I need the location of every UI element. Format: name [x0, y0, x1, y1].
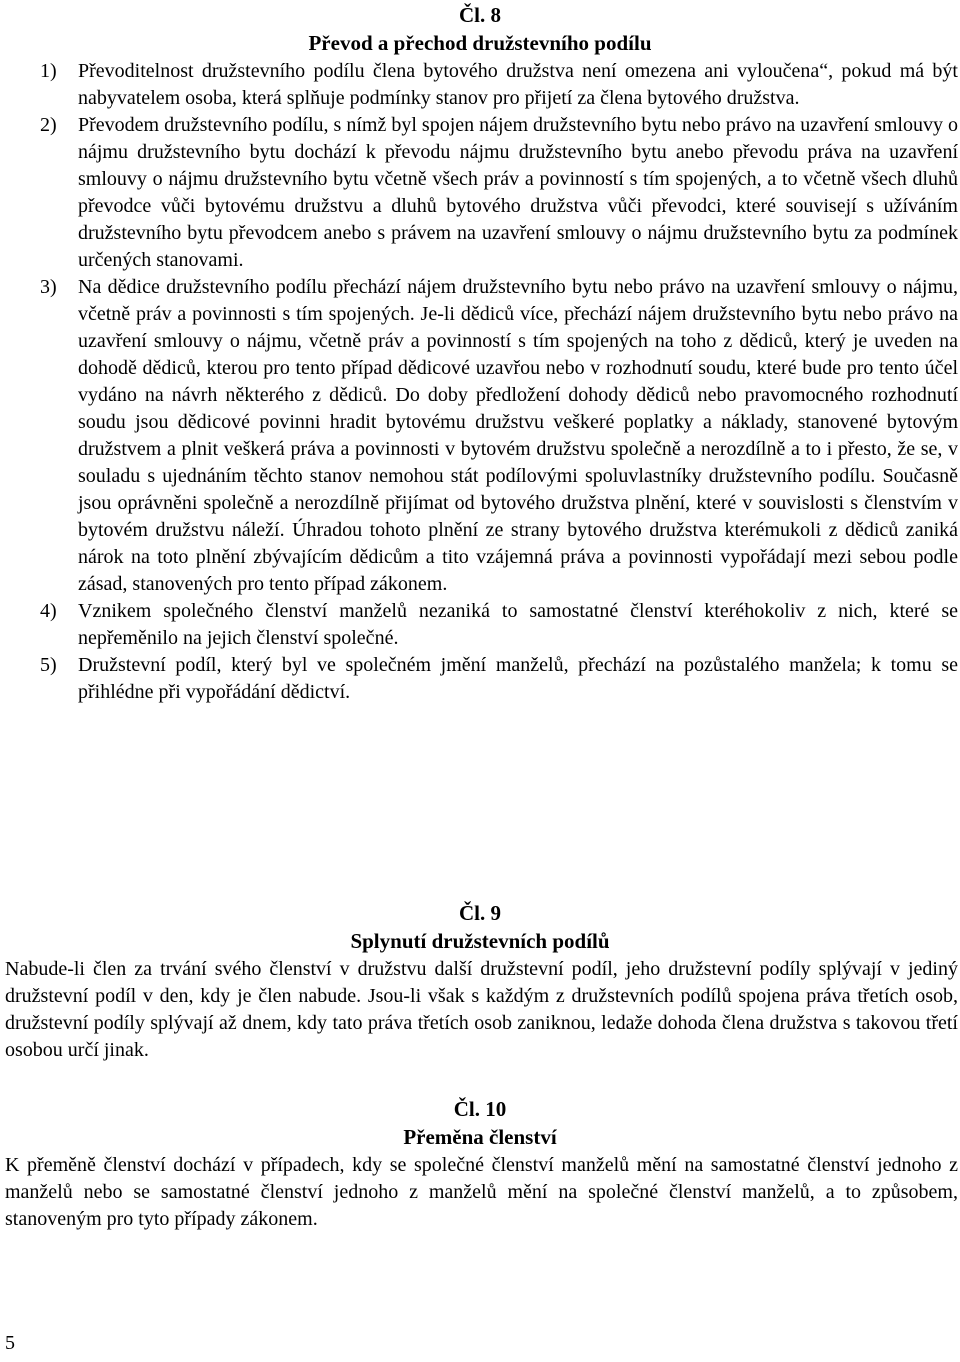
page-number: 5 — [5, 1332, 15, 1354]
article-8-item-2 — [40, 112, 958, 274]
item-number: 5) — [40, 654, 57, 676]
item-text: Na dědice družstevního podílu přechází nájem družstevního bytu nebo právo na uzavření smlouvy o nájmu, včetně práv a povinnosti s tím spojených. Je-li dědiců více, přechází nájem družstevního bytu nebo právo na uzavření smlouvy o nájmu, včetně práv a povinností s tím spojených na toho z dědiců, který je uveden na dohodě dědiců, kterou pro tento případ dědicové uzavřou nebo v rozhodnutí soudu, které bude pro tento účel vydáno na návrh některého z dědiců. Do doby předložení dohody dědiců nebo pravomocného rozhodnutí soudu jsou dědicové povinni hradit bytovému družstvu veškeré poplatky a náklady, stanovené bytovým družstvem a plnit veškerá práva a povinnosti v bytovém družstvu společně a nerozdílně a to i přesto, že se, v souladu s ujednáním těchto stanov nemohou stát podílovými spoluvlastníky družstevního podílu. Současně jsou oprávněni společně a nerozdílně přijímat od bytového družstva plnění, které v souvislosti s členstvím v bytovém družstvu náleží. Úhradou tohoto plnění ze strany bytového družstva kterémukoli z dědiců zaniká nárok na toto plnění zbývajícím dědicům a tito vzájemná práva a povinnosti vypořádají mezi sebou podle zásad, stanovených pro tento případ zákonem. — [78, 276, 958, 595]
article-8-item-1 — [40, 58, 958, 112]
article-8-title: Převod a přechod družstevního podílu — [308, 31, 652, 55]
item-number: 3) — [40, 276, 57, 298]
article-10-number: Čl. 10 — [453, 1097, 507, 1121]
article-8-item-4 — [40, 598, 958, 652]
item-number: 2) — [40, 114, 57, 136]
item-number: 4) — [40, 600, 57, 622]
item-text: Družstevní podíl, který byl ve společném jmění manželů, přechází na pozůstalého manžela; k tomu se přihlédne při vypořádání dědictví. — [78, 654, 958, 703]
article-9-text: Nabude-li člen za trvání svého členství v družstvu další družstevní podíl, jeho družstevní podíly splývají v jediný družstevní podíl v den, kdy je člen nabude. Jsou-li však s každým z družstevních podílů spojena práva třetích osob, družstevní podíly splývají až dnem, kdy tato práva třetích osob zaniknou, ledaže dohoda člena družstva s takovou třetí osobou určí jinak. — [5, 958, 958, 1061]
article-8-item-5 — [40, 652, 958, 706]
item-text: Převodem družstevního podílu, s nímž byl spojen nájem družstevního bytu nebo právo na uzavření smlouvy o nájmu družstevního bytu dochází k převodu nájmu družstevního bytu anebo převodu práva na uzavření smlouvy o nájmu družstevního bytu včetně všech práv a povinností s tím spojených, a to včetně všech dluhů převodce vůči bytovému družstvu a dluhů bytového družstva vůči převodci, které souvisejí s užíváním družstevního bytu převodcem anebo s právem na uzavření smlouvy o nájmu družstevního bytu za podmínek určených stanovami. — [78, 114, 958, 271]
article-10-text: K přeměně členství dochází v případech, kdy se společné členství manželů mění na samostatné členství jednoho z manželů nebo se samostatné členství jednoho z manželů mění na společné členství manželů, a to způsobem, stanoveným pro tyto případy zákonem. — [5, 1154, 958, 1230]
article-8-items — [40, 58, 958, 706]
article-8-number: Čl. 8 — [459, 3, 501, 27]
article-9-title: Splynutí družstevních podílů — [350, 929, 610, 953]
article-10-title: Přeměna členství — [403, 1125, 557, 1149]
item-text: Vznikem společného členství manželů nezaniká to samostatné členství kteréhokoliv z nich, které se nepřeměnilo na jejich členství společné. — [78, 600, 958, 649]
article-9-number: Čl. 9 — [459, 901, 501, 925]
item-number: 1) — [40, 60, 57, 82]
item-text: Převoditelnost družstevního podílu člena bytového družstva není omezena ani vyloučena“, pokud má být nabyvatelem osoba, která splňuje podmínky stanov pro přijetí za člena bytového družstva. — [78, 60, 958, 109]
article-8-item-3 — [40, 274, 958, 598]
